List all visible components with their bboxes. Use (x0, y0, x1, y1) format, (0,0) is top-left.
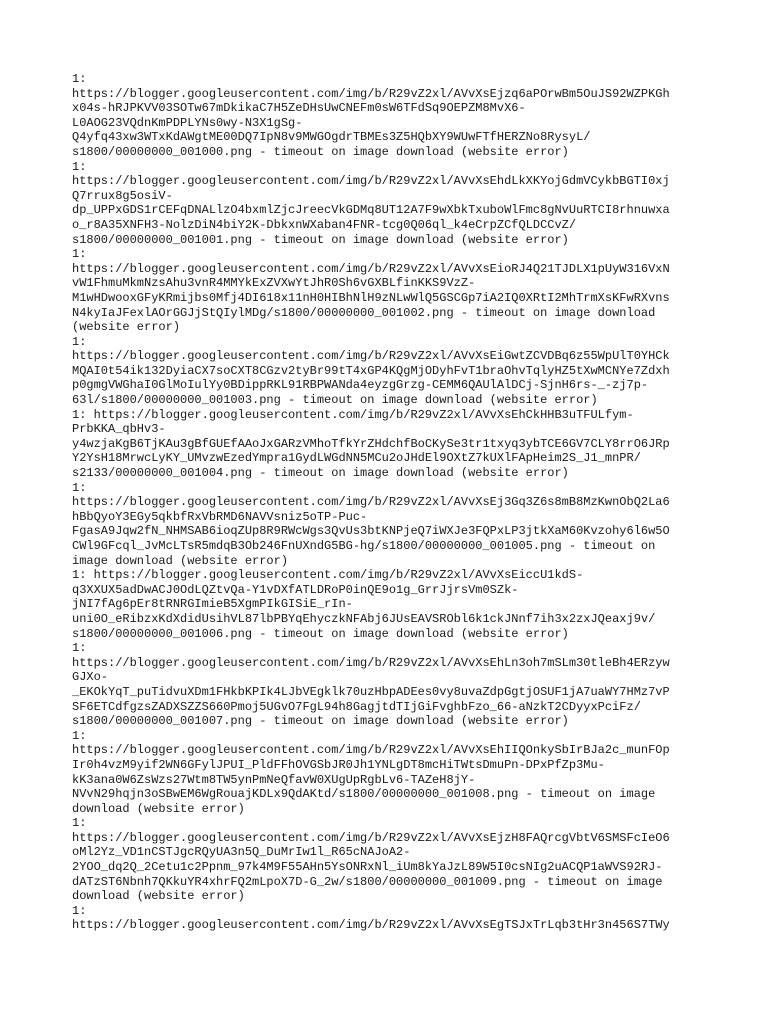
log-line: dp_UPPxGDS1rCEFqDNALlzO4bxmlZjcJreecVkGDMq8UT12A7F9wXbkTxuboWlFmc8gNvUuRTCI8rhnuwxa (72, 203, 670, 218)
log-line: https://blogger.googleusercontent.com/img/b/R29vZ2xl/AVvXsEhIIQOnkySbIrBJa2c_munFOp (72, 743, 670, 758)
log-line: 1: (72, 247, 87, 262)
log-line: Y2YsH18MrwcLyKY_UMvzwEzedYmpra1GydLWGdNN5MCu2oJHdEl9OXtZ7kUXlFApHeim2S_J1_mnPR/ (72, 451, 641, 466)
log-line: Ir0h4vzM9yif2WN6GFylJPUI_PldFFhOVGSbJR0Jh1YNLgDT8mcHiTWtsDmuPn-DPxPfZp3Mu- (72, 757, 605, 772)
log-line: FgasA9Jqw2fN_NHMSAB6ioqZUp8R9RWcWgs3QvUs3btKNPjeQ7iWXJe3FQPxLP3jtkXaM60Kvzohy6l6w5O (72, 524, 670, 539)
log-line: dATzST6Nbnh7QKkuYR4xhrFQ2mLpoX7D-G_2w/s1800/00000000_001009.png - timeout on image (72, 874, 663, 889)
log-line: oMl2Yz_VD1nCSTJgcRQyUA3n5Q_DuMrIw1l_R65cNAJoA2- (72, 845, 411, 860)
log-line: s1800/00000000_001001.png - timeout on image download (website error) (72, 232, 569, 247)
log-line: 1: (72, 72, 87, 86)
log-line: https://blogger.googleusercontent.com/img/b/R29vZ2xl/AVvXsEioRJ4Q21TJDLX1pUyW316VxN (72, 261, 670, 276)
log-line: L0AOG23VQdnKmPDPLYNs0wy-N3X1gSg- (72, 115, 303, 130)
log-line: https://blogger.googleusercontent.com/img/b/R29vZ2xl/AVvXsEhLn3oh7mSLm30tleBh4ERzyw (72, 655, 670, 670)
log-line: Q4yfq43xw3WTxKdAWgtME00DQ7IpN8v9MWGOgdrTBMEs3Z5HQbXY9WUwFTfHERZNo8RysyL/ (72, 130, 591, 145)
log-line: 1: https://blogger.googleusercontent.com/img/b/R29vZ2xl/AVvXsEhCkHHB3uTFULfym- (72, 407, 634, 422)
log-line: https://blogger.googleusercontent.com/img/b/R29vZ2xl/AVvXsEj3Gq3Z6s8mB8MzKwnObQ2La6 (72, 495, 670, 510)
log-line: s1800/00000000_001006.png - timeout on image download (website error) (72, 626, 569, 641)
log-line: 1: (72, 903, 87, 918)
log-line: hBbQyoY3EGy5qkbfRxVbRMD6NAVVsniz5oTP-Puc- (72, 509, 368, 524)
log-line: Q7rrux8g5osiV- (72, 188, 173, 203)
log-line: download (website error) (72, 889, 245, 904)
log-line: CWl9GFcql_JvMcLTsR5mdqB3Ob246FnUXndG5BG-hg/s1800/00000000_001005.png - timeout on (72, 539, 656, 553)
log-line: https://blogger.googleusercontent.com/img/b/R29vZ2xl/AVvXsEiGwtZCVDBq6z55WpUlT0YHCk (72, 349, 670, 364)
log-line: 1: (72, 334, 87, 349)
log-line: 1: https://blogger.googleusercontent.com/img/b/R29vZ2xl/AVvXsEiccU1kdS- (72, 568, 584, 583)
error-log-text (72, 72, 698, 933)
log-line: https://blogger.googleusercontent.com/img/b/R29vZ2xl/AVvXsEgTSJxTrLqb3tHr3n456S7TWy (72, 918, 670, 933)
log-line: p0gmgVWGhaI0GlMoIulYy0BDippRKL91RBPWANda4eyzgGrzg-CEMM6QAUlAlDCj-SjnH6rs-_-zj7p- (72, 378, 649, 393)
log-line: download (website error) (72, 801, 245, 816)
log-line: 1: (72, 480, 87, 495)
log-line: image download (website error) (72, 553, 289, 568)
log-line: PrbKKA_qbHv3- (72, 422, 166, 437)
log-line: https://blogger.googleusercontent.com/img/b/R29vZ2xl/AVvXsEjzq6aPOrwBm5OuJS92WZPKGh (72, 86, 670, 101)
log-line: s1800/00000000_001000.png - timeout on image download (website error) (72, 144, 569, 159)
log-line: y4wzjaKgB6TjKAu3gBfGUEfAAoJxGARzVMhoTfkYrZHdchfBoCKySe3tr1txyq3ybTCE6GV7CLY8rrO6JRp (72, 436, 670, 451)
log-line: SF6ETCdfgzsZADXSZZS660Pmoj5UGvO7FgL94h8GagjtdTIjGiFvghbFzo_66-aNzkT2CDyyxPciFz/ (72, 699, 641, 714)
log-line: NVvN29hqjn3oSBwEM6WgRouajKDLx9QdAKtd/s1800/00000000_001008.png - timeout on image (72, 787, 656, 802)
log-line: s1800/00000000_001007.png - timeout on image download (website error) (72, 714, 569, 729)
log-line: 1: (72, 728, 87, 743)
log-line: https://blogger.googleusercontent.com/img/b/R29vZ2xl/AVvXsEhdLkXKYojGdmVCykbBGTI0xj (72, 174, 670, 189)
log-line: MQAI0t54ik132DyiaCX7soCXT8CGzv2tyBr99tT4xGP4KQgMjODyhFvT1braOhvTqlyHZ5tXwMCNYe7Zdxh (72, 363, 670, 378)
log-line: _EKOkYqT_puTidvuXDm1FHkbKPIk4LJbVEgklk70uzHbpADEes0vy8uvaZdpGgtjOSUF1jA7uaWY7HMz7vP (72, 684, 670, 699)
log-line: o_r8A35XNFH3-NolzDiN4biY2K-DbkxnWXaban4FNR-tcg0Q06ql_k4eCrpZCfQLDCCvZ/ (72, 217, 577, 232)
log-line: q3XXUX5adDwACJ0OdLQZtvQa-Y1vDXfATLDRoP0inQE9o1g_GrrJjrsVm0SZk- (72, 582, 519, 597)
log-line: 2YOO_dq2Q_2Cetu1c2Ppnm_97k4M9F55AHn5YsONRxNl_iUm8kYaJzL89W5I0csNIg2uACQP1aWVS92RJ- (72, 860, 663, 875)
log-line: GJXo- (72, 670, 109, 685)
log-line: 63l/s1800/00000000_001003.png - timeout on image download (website error) (72, 393, 598, 408)
log-line: kK3ana0W6ZsWzs27Wtm8TW5ynPmNeQfavW0XUgUpRgbLv6-TAZeH8jY- (72, 772, 476, 787)
log-line: jNI7fAg6pEr8tRNRGImieB5XgmPIkGISiE_rIn- (72, 597, 353, 612)
log-line: (website error) (72, 320, 181, 335)
log-line: 1: (72, 816, 87, 831)
log-line: uni0O_eRibzxKdXdidUsihVL87lbPBYqEhyczkNFAbj6JUsEAVSRObl6k1ckJNnf7ih3x2zxJQeaxj9v/ (72, 611, 656, 626)
log-line: 1: (72, 641, 87, 656)
log-line: 1: (72, 159, 87, 174)
log-line: x04s-hRJPKVV03SOTw67mDkikaC7H5ZeDHsUwCNEFm0sW6TFdSq9OEPZM8MvX6- (72, 101, 526, 116)
log-line: M1wHDwooxGFyKRmijbs0Mfj4DI618x11nH0HIBhNlH9zNLwWlQ5GSCGp7iA2IQ0XRtI2MhTrmXsKFwRXvns (72, 290, 670, 305)
log-line: s2133/00000000_001004.png - timeout on image download (website error) (72, 466, 569, 481)
log-line: vW1FhmuMkmNzsAhu3vnR4MMYkExZVXwYtJhR0Sh6vGXBLfinKKS9VzZ- (72, 276, 476, 291)
log-line: https://blogger.googleusercontent.com/img/b/R29vZ2xl/AVvXsEjzH8FAQrcgVbtV6SMSFcIeO6 (72, 830, 670, 845)
log-line: N4kyIaJFexlAOrGGJjStQIylMDg/s1800/00000000_001002.png - timeout on image download (72, 305, 656, 320)
